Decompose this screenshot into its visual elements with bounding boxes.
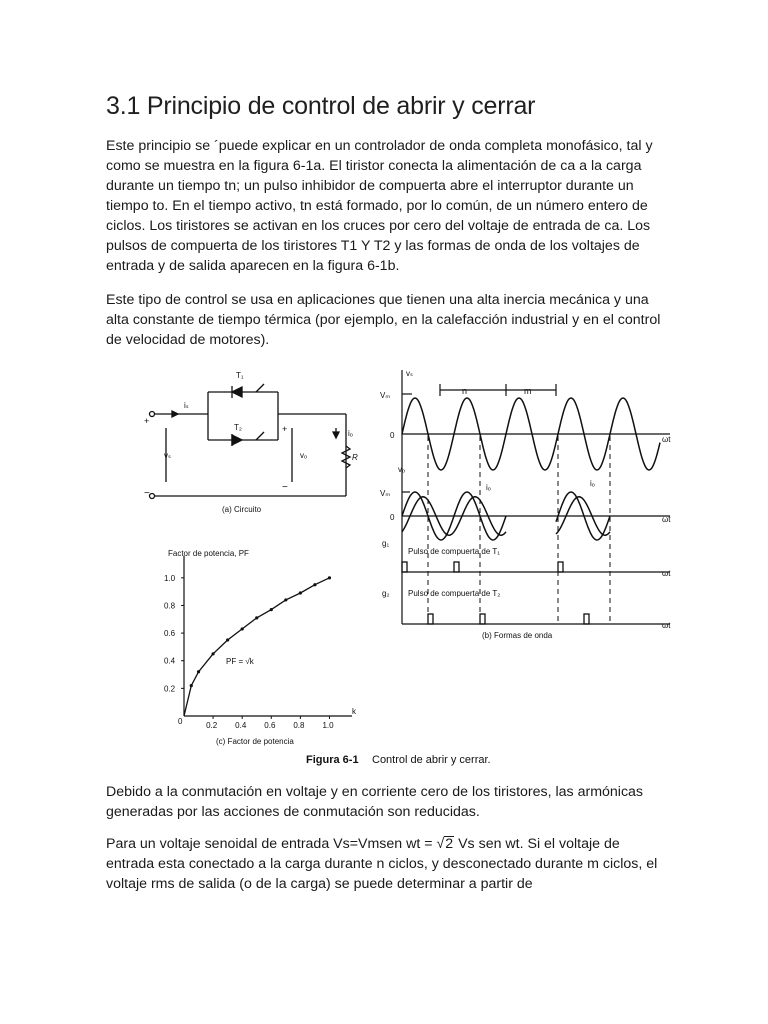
pf-data-point — [255, 616, 258, 619]
label-g1: g₁ — [382, 539, 390, 548]
gate-pulse-g1 — [402, 562, 407, 572]
sqrt-argument: 2 — [445, 836, 454, 852]
label-pulse-t2: Pulso de compuerta de T₂ — [408, 589, 501, 598]
paragraph-applications: Este tipo de control se usa en aplicaciones que tienen una alta inercia mecánica y una alta constante de tiempo térmica (por ejemplo, en la calefacción industrial y en el control de velocidad de motores). — [106, 292, 661, 348]
label-wt-2: ωt — [662, 515, 671, 524]
x-tick-label: 0.4 — [235, 721, 247, 730]
pf-chart-axes — [184, 556, 352, 716]
circuit-diagram — [152, 384, 350, 496]
figure-caption-label: Figura 6-1 — [306, 754, 359, 766]
label-wave-vm-2: Vₘ — [380, 489, 391, 498]
y-tick-label: 0.4 — [164, 656, 176, 666]
label-wave-io-1: iₒ — [486, 483, 491, 492]
pf-data-point — [313, 583, 316, 586]
label-wt-4: ωt — [662, 621, 671, 630]
vrms-text-start: Para un voltaje senoidal de entrada Vs=Vmsen wt = — [106, 836, 437, 852]
y-tick-label: 0.8 — [164, 601, 176, 611]
gate-pulse-g2 — [428, 614, 433, 624]
pf-data-point — [211, 652, 214, 655]
caption-b-waveforms: (b) Formas de onda — [482, 631, 553, 640]
pf-data-point — [270, 608, 273, 611]
x-tick-label: 1.0 — [322, 721, 334, 730]
pf-data-point — [197, 670, 200, 673]
pf-curve — [184, 578, 330, 716]
caption-c-power-factor: (c) Factor de potencia — [216, 737, 294, 746]
paragraph-vrms — [106, 834, 666, 894]
y-tick-label: 0.6 — [164, 629, 176, 639]
label-wave-vm: Vₘ — [380, 391, 391, 400]
pf-formula: PF = √k — [226, 657, 254, 666]
x-tick-label: 0.6 — [264, 721, 276, 730]
gate-pulse-g1 — [558, 562, 563, 572]
label-pulse-t1: Pulso de compuerta de T₁ — [408, 547, 500, 556]
label-r: R — [352, 453, 358, 462]
pf-x-axis-label: k — [352, 707, 356, 716]
paragraph-intro: Este principio se ´puede explicar en un controlador de onda completa monofásico, tal y como se muestra en la figura 6-1a. El tiristor conecta la alimentación de ca a la carga durante un tiempo tn; un pulso inhibidor de compuerta abre el interruptor durante un tiempo to. En el tiempo activo, tn está formado, por lo común, de un número entero de ciclos. Los tiristores se activan en los cruces por cero del voltaje de entrada de ca. Los pulsos de compuerta de los tiristores T1 Y T2 y las formas de onda de los voltajes de entrada y de salida aparecen en la figura 6-1b. — [106, 138, 653, 274]
y-tick-label: 1.0 — [164, 573, 176, 583]
sqrt-symbol: √ — [436, 836, 445, 852]
figure-caption-text: Control de abrir y cerrar. — [372, 754, 491, 766]
label-vs: vₛ — [164, 451, 171, 460]
x-tick-label: 0.2 — [206, 721, 218, 730]
label-wave-io-2: iₒ — [590, 479, 595, 488]
label-wave-zero-1: 0 — [390, 431, 395, 440]
label-plus-output: + — [282, 424, 288, 434]
label-wt-1: ωt — [662, 435, 671, 444]
label-io: iₒ — [348, 429, 353, 438]
thyristor-t1-icon — [232, 387, 242, 397]
label-plus-input: + — [144, 416, 150, 426]
label-wt-3: ωt — [662, 569, 671, 578]
pf-data-point — [190, 684, 193, 687]
thyristor-t2-icon — [232, 435, 242, 445]
label-minus-output: − — [282, 482, 288, 493]
gate-pulse-g2 — [480, 614, 485, 624]
label-g2: g₂ — [382, 589, 390, 598]
pf-data-point — [226, 638, 229, 641]
label-wave-zero-2: 0 — [390, 513, 395, 522]
label-wave-vo: vₒ — [398, 465, 406, 474]
gate-pulse-g2 — [584, 614, 589, 624]
label-t2: T₂ — [234, 423, 242, 432]
paragraph-harmonics: Debido a la conmutación en voltaje y en corriente cero de los tiristores, las armónicas generadas por las acciones de conmutación son reducidas. — [106, 784, 644, 820]
x-tick-label: 0.8 — [293, 721, 305, 730]
label-n: n — [462, 386, 468, 396]
figure-svg — [140, 362, 680, 772]
pf-y-axis-label: Factor de potencia, PF — [168, 549, 249, 558]
pf-data-point — [328, 576, 331, 579]
label-is: iₛ — [184, 401, 189, 410]
label-wave-vs: vₛ — [406, 369, 413, 378]
label-t1: T₁ — [236, 371, 244, 380]
label-vo: vₒ — [300, 451, 308, 460]
pf-data-point — [241, 627, 244, 630]
gate-pulse-g1 — [454, 562, 459, 572]
vrms-text-end: Vs sen wt. Si el voltaje de entrada esta conectado a la carga durante n ciclos, y desconectado durante m ciclos, el voltaje rms de salida (o de la carga) se puede determinar a partir de — [106, 836, 658, 892]
label-m: m — [524, 386, 532, 396]
figure-6-1 — [140, 362, 680, 772]
y-tick-label: 0.2 — [164, 684, 176, 694]
pf-data-point — [299, 591, 302, 594]
pf-origin-label: 0 — [178, 717, 183, 726]
label-minus-input: − — [144, 488, 150, 499]
caption-a-circuit: (a) Circuito — [222, 505, 262, 514]
pf-data-point — [284, 598, 287, 601]
page-title: 3.1 Principio de control de abrir y cerrar — [106, 92, 536, 120]
